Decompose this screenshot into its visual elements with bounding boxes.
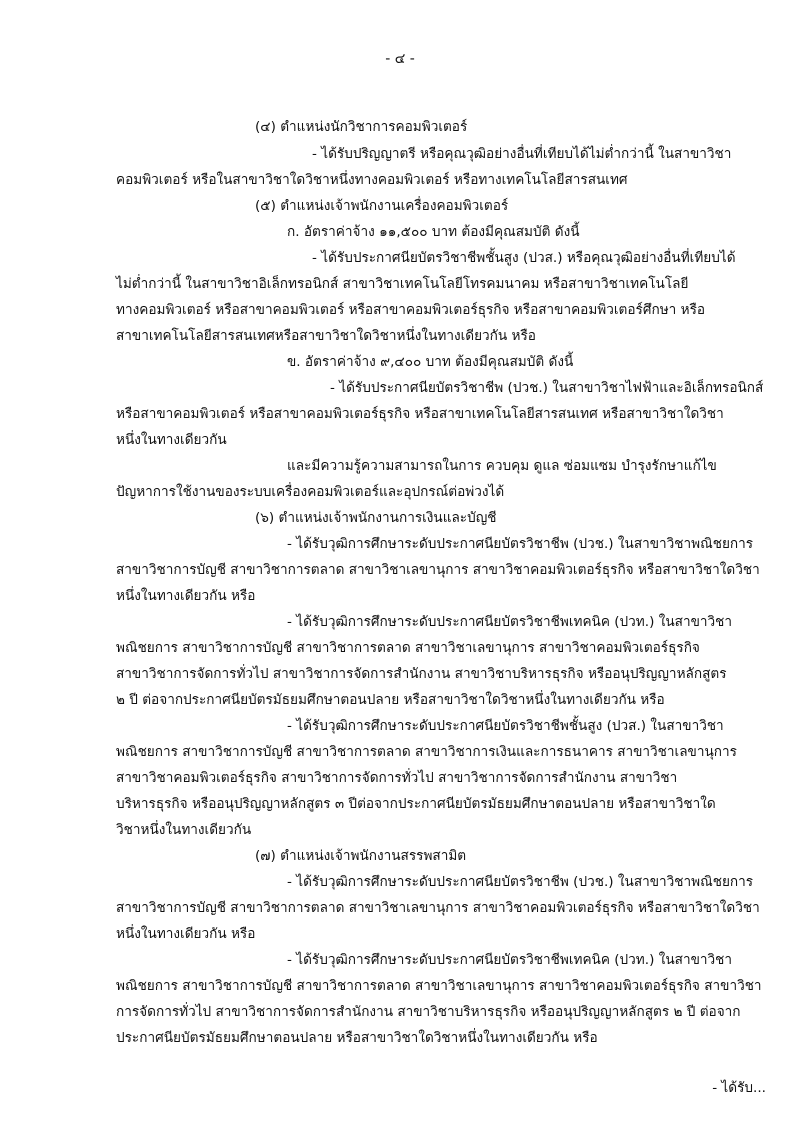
text-line: สาขาวิชาการบัญชี สาขาวิชาการตลาด สาขาวิชาเลขานุการ สาขาวิชาคอมพิวเตอร์ธุรกิจ หรือสาขาวิชาใดวิชา: [116, 900, 760, 916]
text-line: ก. อัตราค่าจ้าง ๑๑,๕๐๐ บาท ต้องมีคุณสมบัติ ดังนี้: [287, 224, 580, 240]
text-line: พณิชยการ สาขาวิชาการบัญชี สาขาวิชาการตลาด สาขาวิชาเลขานุการ สาขาวิชาคอมพิวเตอร์ธุรกิจ สาขาวิชา: [116, 978, 762, 994]
text-line: - ได้รับวุฒิการศึกษาระดับประกาศนียบัตรวิชาชีพเทคนิค (ปวท.) ในสาขาวิชา: [287, 952, 732, 968]
section-heading-6: (๖) ตำแหน่งเจ้าพนักงานการเงินและบัญชี: [255, 510, 497, 526]
text-line: พณิชยการ สาขาวิชาการบัญชี สาขาวิชาการตลาด สาขาวิชาเลขานุการ สาขาวิชาคอมพิวเตอร์ธุรกิจ: [116, 640, 700, 656]
text-line: และมีความรู้ความสามารถในการ ควบคุม ดูแล ซ่อมแซม บำรุงรักษาแก้ไข: [287, 458, 717, 474]
text-line: การจัดการทั่วไป สาขาวิชาการจัดการสำนักงาน สาขาวิชาบริหารธุรกิจ หรืออนุปริญญาหลักสูตร ๒ ปี ต่อจาก: [116, 1004, 741, 1020]
text-line: - ได้รับปริญญาตรี หรือคุณวุฒิอย่างอื่นที่เทียบได้ไม่ต่ำกว่านี้ ในสาขาวิชา: [312, 146, 732, 162]
section-heading-5: (๕) ตำแหน่งเจ้าพนักงานเครื่องคอมพิวเตอร์: [255, 198, 509, 214]
text-line: ๒ ปี ต่อจากประกาศนียบัตรมัธยมศึกษาตอนปลาย หรือสาขาวิชาใดวิชาหนึ่งในทางเดียวกัน หรือ: [116, 692, 665, 708]
text-line: ไม่ต่ำกว่านี้ ในสาขาวิชาอิเล็กทรอนิกส์ สาขาวิชาเทคโนโลยีโทรคมนาคม หรือสาขาวิชาเทคโนโลยี: [116, 276, 689, 292]
text-line: - ได้รับวุฒิการศึกษาระดับประกาศนียบัตรวิชาชีพเทคนิค (ปวท.) ในสาขาวิชา: [287, 614, 732, 630]
text-line: หนึ่งในทางเดียวกัน: [116, 432, 227, 448]
section-heading-4: (๔) ตำแหน่งนักวิชาการคอมพิวเตอร์: [255, 119, 468, 135]
text-line: - ได้รับประกาศนียบัตรวิชาชีพ (ปวช.) ในสาขาวิชาไฟฟ้าและอิเล็กทรอนิกส์: [330, 380, 764, 396]
text-line: - ได้รับวุฒิการศึกษาระดับประกาศนียบัตรวิชาชีพ (ปวช.) ในสาขาวิชาพณิชยการ: [287, 874, 754, 890]
text-line: - ได้รับวุฒิการศึกษาระดับประกาศนียบัตรวิชาชีพชั้นสูง (ปวส.) ในสาขาวิชา: [287, 718, 724, 734]
text-line: วิชาหนึ่งในทางเดียวกัน: [116, 822, 252, 838]
text-line: หรือสาขาคอมพิวเตอร์ หรือสาขาคอมพิวเตอร์ธุรกิจ หรือสาขาเทคโนโลยีสารสนเทศ หรือสาขาวิชาใดวิชา: [116, 406, 724, 422]
text-line: หนึ่งในทางเดียวกัน หรือ: [116, 926, 256, 942]
section-heading-7: (๗) ตำแหน่งเจ้าพนักงานสรรพสามิต: [255, 848, 467, 864]
text-line: ทางคอมพิวเตอร์ หรือสาขาคอมพิวเตอร์ หรือสาขาคอมพิวเตอร์ธุรกิจ หรือสาขาคอมพิวเตอร์ศึกษา หรือ: [116, 302, 706, 318]
text-line: คอมพิวเตอร์ หรือในสาขาวิชาใดวิชาหนึ่งทางคอมพิวเตอร์ หรือทางเทคโนโลยีสารสนเทศ: [116, 172, 628, 188]
text-line: พณิชยการ สาขาวิชาการบัญชี สาขาวิชาการตลาด สาขาวิชาการเงินและการธนาคาร สาขาวิชาเลขานุการ: [116, 744, 737, 760]
text-line: ข. อัตราค่าจ้าง ๙,๔๐๐ บาท ต้องมีคุณสมบัติ ดังนี้: [287, 354, 574, 370]
text-line: หนึ่งในทางเดียวกัน หรือ: [116, 588, 256, 604]
text-line: - ได้รับประกาศนียบัตรวิชาชีพชั้นสูง (ปวส.) หรือคุณวุฒิอย่างอื่นที่เทียบได้: [312, 250, 736, 266]
text-line: สาขาเทคโนโลยีสารสนเทศหรือสาขาวิชาใดวิชาหนึ่งในทางเดียวกัน หรือ: [116, 328, 536, 344]
text-line: ประกาศนียบัตรมัธยมศึกษาตอนปลาย หรือสาขาวิชาใดวิชาหนึ่งในทางเดียวกัน หรือ: [116, 1030, 598, 1046]
text-line: บริหารธุรกิจ หรืออนุปริญญาหลักสูตร ๓ ปีต่อจากประกาศนียบัตรมัธยมศึกษาตอนปลาย หรือสาขาวิชาใด: [116, 796, 716, 812]
text-line: สาขาวิชาการบัญชี สาขาวิชาการตลาด สาขาวิชาเลขานุการ สาขาวิชาคอมพิวเตอร์ธุรกิจ หรือสาขาวิชาใดวิชา: [116, 562, 760, 578]
text-line: - ได้รับวุฒิการศึกษาระดับประกาศนียบัตรวิชาชีพ (ปวช.) ในสาขาวิชาพณิชยการ: [287, 536, 754, 552]
page-number: - ๔ -: [385, 51, 415, 67]
continuation-marker: - ได้รับ...: [712, 1080, 766, 1096]
text-line: สาขาวิชาคอมพิวเตอร์ธุรกิจ สาขาวิชาการจัดการทั่วไป สาขาวิชาการจัดการสำนักงาน สาขาวิชา: [116, 770, 678, 786]
text-line: ปัญหาการใช้งานของระบบเครื่องคอมพิวเตอร์และอุปกรณ์ต่อพ่วงได้: [116, 484, 505, 500]
text-line: สาขาวิชาการจัดการทั่วไป สาขาวิชาการจัดการสำนักงาน สาขาวิชาบริหารธุรกิจ หรืออนุปริญญาหลักสูตร: [116, 666, 727, 682]
